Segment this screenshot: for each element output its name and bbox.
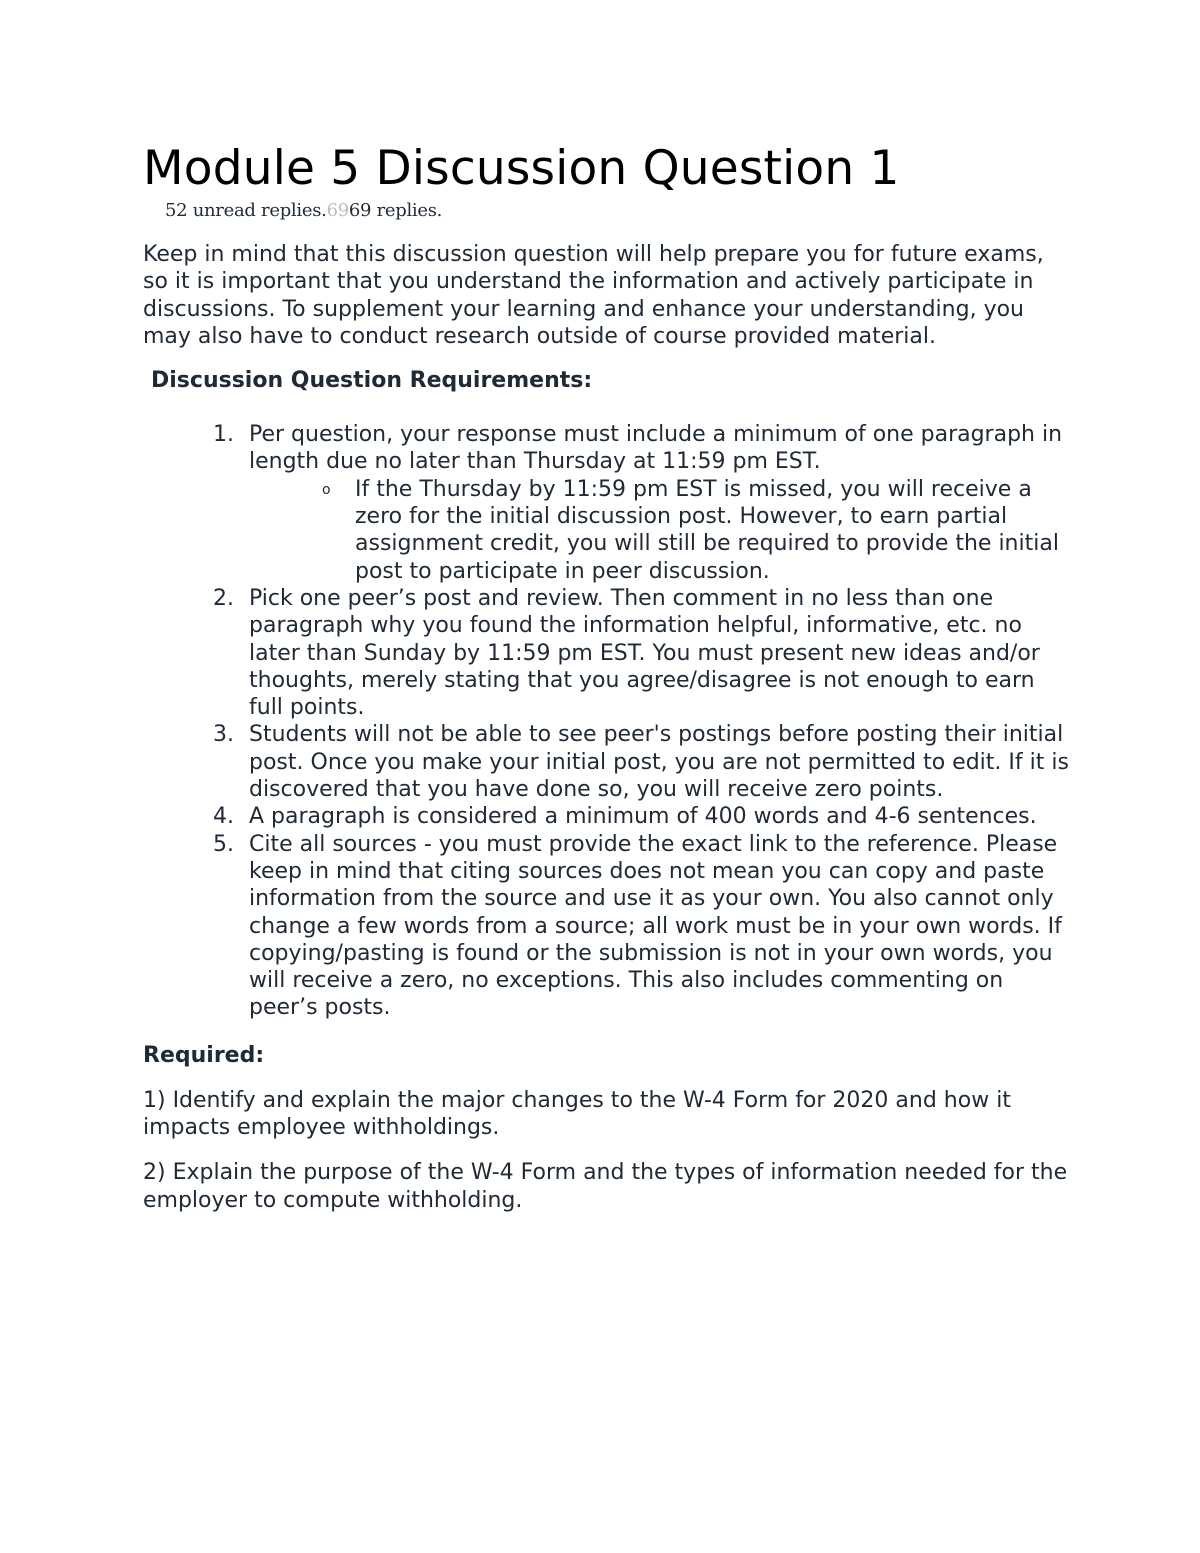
requirement-number: 2. — [213, 585, 234, 611]
document-page — [143, 140, 1073, 1214]
requirement-sublist — [249, 476, 1073, 585]
page-title: Module 5 Discussion Question 1 — [143, 141, 900, 196]
requirement-text: Cite all sources - you must provide the exact link to the reference. Please keep in mind that citing sources does not mean you can copy and paste information from the source and use it as your own. You also cannot only change a few words from a source; all work must be in your own words. If copying/pasting is found or the submission is not in your own words, you will receive a zero, no exceptions. This also includes commenting on peer’s posts. — [249, 831, 1062, 1021]
requirement-number: 3. — [213, 722, 234, 748]
requirement-item — [143, 585, 1073, 721]
intro-paragraph: Keep in mind that this discussion question will help prepare you for future exams, so it is important that you understand the information and actively participate in discussions. To supplement your learning and enhance your understanding, you may also have to conduct research outside of course provided material. — [143, 242, 1044, 349]
requirement-item — [143, 803, 1073, 830]
total-replies: 69 replies. — [348, 200, 443, 221]
question-2: 2) Explain the purpose of the W-4 Form and the types of information needed for the employer to compute withholding. — [143, 1160, 1068, 1213]
requirement-text: Students will not be able to see peer's postings before posting their initial post. Once you make your initial post, you are not permitted to edit. If it is discovered that you have done so, you will receive zero points. — [249, 722, 1069, 803]
requirements-heading: Discussion Question Requirements: — [151, 368, 593, 394]
requirement-number: 1. — [213, 422, 234, 448]
requirement-text: Pick one peer’s post and review. Then comment in no less than one paragraph why you found the information helpful, informative, etc. no later than Sunday by 11:59 pm EST. You must present new ideas and/or thoughts, merely stating that you agree/disagree is not enough to earn full points. — [249, 585, 1040, 721]
requirement-number: 4. — [213, 804, 234, 830]
requirement-item — [143, 421, 1073, 585]
requirement-item — [143, 721, 1073, 803]
faded-reply-count: 69 — [326, 200, 349, 221]
requirement-subitem — [249, 476, 1073, 585]
question-1: 1) Identify and explain the major changes to the W-4 Form for 2020 and how it impacts employee withholdings. — [143, 1087, 1011, 1141]
requirement-text: Per question, your response must include a minimum of one paragraph in length due no later than Thursday at 11:59 pm EST. — [249, 422, 1063, 475]
requirement-number: 5. — [213, 831, 234, 857]
reply-count — [165, 198, 1073, 224]
unread-replies: 52 unread replies. — [165, 200, 327, 221]
requirement-item — [143, 831, 1073, 1022]
requirements-list — [143, 421, 1073, 1022]
requirement-subitem-text: If the Thursday by 11:59 pm EST is missed, you will receive a zero for the initial discussion post. However, to earn partial assignment credit, you will still be required to provide the initial post to participate in peer discussion. — [355, 476, 1059, 584]
circle-bullet-icon: o — [322, 481, 331, 498]
requirement-text: A paragraph is considered a minimum of 400 words and 4-6 sentences. — [249, 804, 1037, 830]
required-heading: Required: — [143, 1042, 265, 1068]
